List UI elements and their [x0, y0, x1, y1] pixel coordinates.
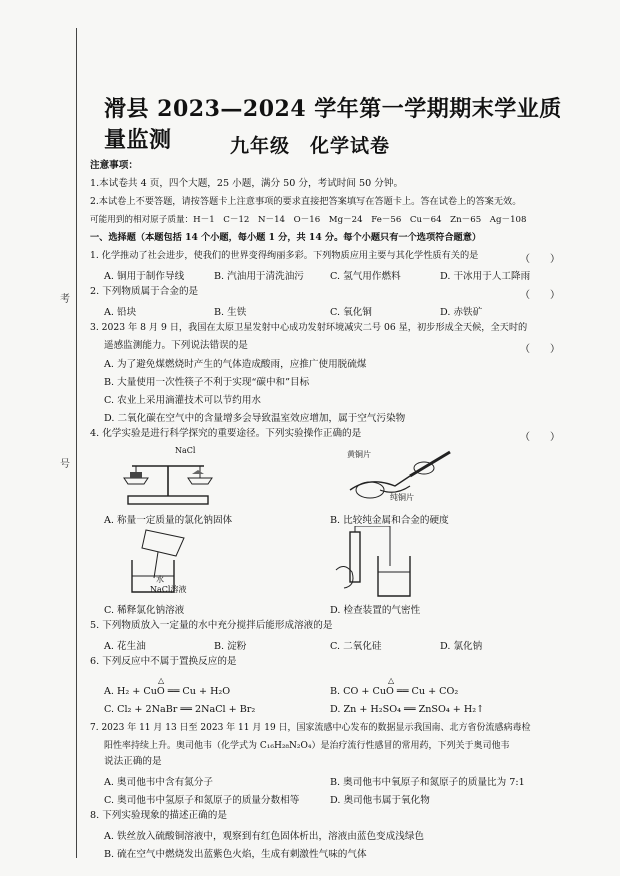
- q4-option-a: A. 称量一定质量的氯化钠固体: [104, 515, 233, 526]
- side-mark: 号: [60, 459, 70, 470]
- q6-option-d: D. Zn + H₂SO₄ ══ ZnSO₄ + H₂↑: [330, 704, 485, 715]
- q7-option-a: A. 奥司他韦中含有氮分子: [104, 777, 213, 788]
- answer-paren: （ ）: [520, 344, 560, 355]
- q8-option-a: A. 铁丝放入硫酸铜溶液中，观察到有红色固体析出，溶液由蓝色变成浅绿色: [104, 831, 425, 842]
- q4-option-b: B. 比较纯金属和合金的硬度: [330, 515, 449, 526]
- q2-option-c: C. 氧化铜: [330, 307, 372, 318]
- question-8: 8. 下列实验现象的描述正确的是: [90, 810, 227, 821]
- notice-2: 2.本试卷上不要答题，请按答题卡上注意事项的要求直接把答案填写在答题卡上。答在试卷上的答案无效。: [90, 196, 522, 207]
- heat-mark: △: [158, 676, 165, 685]
- side-mark: 考: [60, 294, 70, 305]
- q1-option-b: B. 汽油用于清洗油污: [214, 271, 304, 282]
- question-6: 6. 下列反应中不属于置换反应的是: [90, 656, 237, 667]
- q7-option-d: D. 奥司他韦属于氧化物: [330, 795, 430, 806]
- copper-label: 纯铜片: [390, 493, 414, 502]
- q5-option-c: C. 二氧化硅: [330, 641, 382, 652]
- question-7: 7. 2023 年 11 月 13 日至 2023 年 11 月 19 日，国家流感中心发布的数据显示我国南、北方省份流感病毒检: [90, 723, 531, 733]
- question-4: 4. 化学实验是进行科学探究的重要途径。下列实验操作正确的是: [90, 428, 362, 439]
- q2-option-d: D. 赤铁矿: [440, 307, 483, 318]
- nacl-label: NaCl: [175, 446, 196, 455]
- q1-option-a: A. 铜用于制作导线: [104, 271, 185, 282]
- question-2: 2. 下列物质属于合金的是: [90, 286, 199, 297]
- question-7-cont: 阳性率持续上升。奥司他韦（化学式为 C₁₆H₂₈N₂O₄）是治疗流行性感冒的常用药，下列关于奥司他韦: [104, 741, 510, 751]
- airtightness-figure: [330, 526, 430, 598]
- question-3-cont: 遥感监测能力。下列说法错误的是: [104, 340, 248, 351]
- q8-option-b: B. 硫在空气中燃烧发出蓝紫色火焰，生成有刺激性气味的气体: [104, 849, 367, 860]
- q5-option-d: D. 氯化钠: [440, 641, 483, 652]
- q3-option-a: A. 为了避免煤燃烧时产生的气体造成酸雨，应推广使用脱硫煤: [104, 359, 367, 370]
- question-5: 5. 下列物质放入一定量的水中充分搅拌后能形成溶液的是: [90, 620, 333, 631]
- binding-line: [76, 28, 77, 858]
- exam-subtitle: 九年级 化学试卷: [230, 135, 391, 157]
- q5-option-b: B. 淀粉: [214, 641, 247, 652]
- heat-mark: △: [388, 676, 395, 685]
- q5-option-a: A. 花生油: [104, 641, 146, 652]
- q2-option-b: B. 生铁: [214, 307, 247, 318]
- q3-option-b: B. 大量使用一次性筷子不利于实现“碳中和”目标: [104, 377, 310, 388]
- solution-label: NaCl溶液: [150, 585, 187, 594]
- notice-heading: 注意事项：: [90, 160, 138, 171]
- question-1: 1. 化学推动了社会进步，使我们的世界变得绚丽多彩。下列物质应用主要与其化学性质有关的是: [90, 250, 479, 261]
- exam-title: 滑县 2023—2024 学年第一学期期末学业质量监测: [104, 96, 562, 153]
- answer-paren: （ ）: [520, 254, 560, 265]
- q4-option-c: C. 稀释氯化钠溶液: [104, 605, 185, 616]
- q1-option-c: C. 氢气用作燃料: [330, 271, 401, 282]
- q2-option-a: A. 铅块: [104, 307, 137, 318]
- notice-1: 1.本试卷共 4 页，四个大题，25 小题，满分 50 分，考试时间 50 分钟。: [90, 178, 404, 189]
- q6-option-b: B. CO + CuO ══ Cu + CO₂: [330, 686, 459, 697]
- answer-paren: （ ）: [520, 290, 560, 301]
- question-7-cont: 说法正确的是: [104, 756, 162, 767]
- q7-option-b: B. 奥司他韦中氧原子和氮原子的质量比为 7:1: [330, 777, 525, 788]
- section-heading: 一、选择题（本题包括 14 个小题，每小题 1 分，共 14 分。每个小题只有一个选项符合题意）: [90, 232, 482, 243]
- q6-option-c: C. Cl₂ + 2NaBr ══ 2NaCl + Br₂: [104, 704, 256, 715]
- atomic-mass-line: 可能用到的相对原子质量：H－1 C－12 N－14 O－16 Mg－24 Fe－56 Cu－64 Zn－65 Ag－108: [90, 215, 527, 225]
- water-label: 水: [156, 575, 164, 584]
- q6-option-a: A. H₂ + CuO ══ Cu + H₂O: [104, 686, 231, 697]
- balance-figure: [118, 444, 218, 508]
- answer-paren: （ ）: [520, 432, 560, 443]
- question-3: 3. 2023 年 8 月 9 日，我国在太原卫星发射中心成功发射环境减灾二号 06 星，初步形成全天候，全天时的: [90, 322, 528, 333]
- q4-option-d: D. 检查装置的气密性: [330, 605, 421, 616]
- q3-option-c: C. 农业上采用滴灌技术可以节约用水: [104, 395, 262, 406]
- q7-option-c: C. 奥司他韦中氢原子和氮原子的质量分数相等: [104, 795, 300, 806]
- brass-label: 黄铜片: [347, 450, 371, 459]
- q3-option-d: D. 二氧化碳在空气中的含量增多会导致温室效应增加，属于空气污染物: [104, 413, 406, 424]
- q1-option-d: D. 干冰用于人工降雨: [440, 271, 531, 282]
